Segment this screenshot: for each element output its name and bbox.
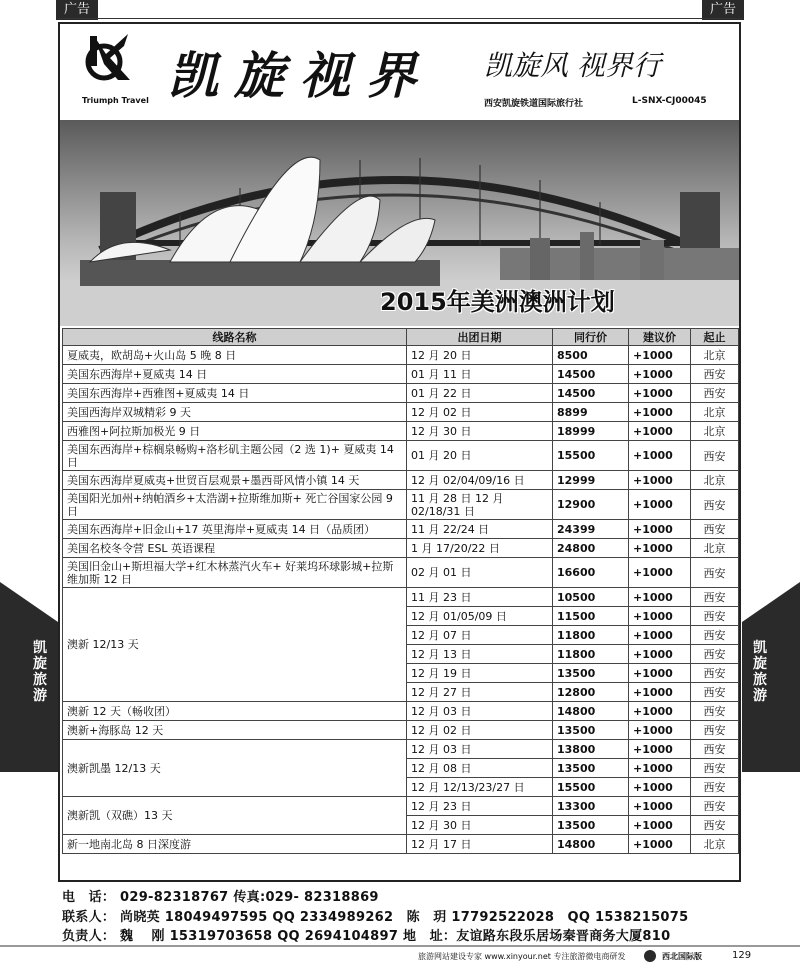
table-row bbox=[63, 384, 739, 403]
suggested-price: +1000 bbox=[629, 664, 691, 683]
routes-table bbox=[62, 328, 739, 854]
table-row bbox=[63, 539, 739, 558]
suggested-price: +1000 bbox=[629, 835, 691, 854]
routes-body bbox=[63, 346, 739, 854]
route-date: 1 月 17/20/22 日 bbox=[407, 539, 553, 558]
suggested-price: +1000 bbox=[629, 759, 691, 778]
route-name: 澳新 12/13 天 bbox=[63, 588, 407, 702]
departure-city: 西安 bbox=[691, 588, 739, 607]
route-date: 12 月 02/04/09/16 日 bbox=[407, 471, 553, 490]
top-rule bbox=[58, 18, 742, 19]
suggested-price: +1000 bbox=[629, 403, 691, 422]
col-header-departure: 起止 bbox=[691, 329, 739, 346]
route-date: 01 月 11 日 bbox=[407, 365, 553, 384]
route-name: 澳新+海豚岛 12 天 bbox=[63, 721, 407, 740]
peer-price: 14500 bbox=[553, 384, 629, 403]
peer-price: 14500 bbox=[553, 365, 629, 384]
peer-price: 12800 bbox=[553, 683, 629, 702]
departure-city: 西安 bbox=[691, 797, 739, 816]
col-header-date: 出团日期 bbox=[407, 329, 553, 346]
suggested-price: +1000 bbox=[629, 539, 691, 558]
table-row bbox=[63, 740, 739, 759]
suggested-price: +1000 bbox=[629, 588, 691, 607]
suggested-price: +1000 bbox=[629, 365, 691, 384]
peer-price: 13500 bbox=[553, 721, 629, 740]
col-header-peer-price: 同行价 bbox=[553, 329, 629, 346]
route-name: 西雅图+阿拉斯加极光 9 日 bbox=[63, 422, 407, 441]
route-name: 美国旧金山+斯坦福大学+红木林蒸汽火车+ 好莱坞环球影城+拉斯维加斯 12 日 bbox=[63, 558, 407, 588]
peer-price: 12900 bbox=[553, 490, 629, 520]
table-row bbox=[63, 588, 739, 607]
peer-price: 14800 bbox=[553, 835, 629, 854]
suggested-price: +1000 bbox=[629, 422, 691, 441]
departure-city: 西安 bbox=[691, 683, 739, 702]
route-date: 12 月 17 日 bbox=[407, 835, 553, 854]
departure-city: 西安 bbox=[691, 490, 739, 520]
route-date: 11 月 28 日 12 月 02/18/31 日 bbox=[407, 490, 553, 520]
departure-city: 西安 bbox=[691, 664, 739, 683]
route-name: 澳新凯（双礁）13 天 bbox=[63, 797, 407, 835]
banner-title: 2015年美洲澳洲计划 bbox=[380, 288, 615, 316]
departure-city: 北京 bbox=[691, 346, 739, 365]
route-name: 夏威夷，欧胡岛+火山岛 5 晚 8 日 bbox=[63, 346, 407, 365]
departure-city: 西安 bbox=[691, 759, 739, 778]
peer-price: 15500 bbox=[553, 778, 629, 797]
slogan: 凯旋风 视界行 bbox=[484, 49, 661, 82]
suggested-price: +1000 bbox=[629, 490, 691, 520]
route-name: 澳新 12 天（畅收团） bbox=[63, 702, 407, 721]
departure-city: 西安 bbox=[691, 607, 739, 626]
route-date: 11 月 23 日 bbox=[407, 588, 553, 607]
departure-city: 西安 bbox=[691, 721, 739, 740]
route-name: 美国东西海岸+旧金山+17 英里海岸+夏威夷 14 日（品质团） bbox=[63, 520, 407, 539]
peer-price: 13800 bbox=[553, 740, 629, 759]
route-date: 12 月 08 日 bbox=[407, 759, 553, 778]
route-date: 12 月 03 日 bbox=[407, 740, 553, 759]
departure-city: 西安 bbox=[691, 740, 739, 759]
route-name: 澳新凯墨 12/13 天 bbox=[63, 740, 407, 797]
departure-city: 西安 bbox=[691, 558, 739, 588]
route-name: 新一地南北岛 8 日深度游 bbox=[63, 835, 407, 854]
route-date: 01 月 22 日 bbox=[407, 384, 553, 403]
route-date: 12 月 27 日 bbox=[407, 683, 553, 702]
peer-price: 13500 bbox=[553, 816, 629, 835]
footer-website-text: 旅游网站建设专家 www.xinyour.net 专注旅游微电商研发 bbox=[418, 952, 626, 961]
peer-price: 24399 bbox=[553, 520, 629, 539]
suggested-price: +1000 bbox=[629, 626, 691, 645]
table-row bbox=[63, 797, 739, 816]
departure-city: 北京 bbox=[691, 422, 739, 441]
departure-city: 西安 bbox=[691, 441, 739, 471]
peer-price: 11800 bbox=[553, 645, 629, 664]
departure-city: 西安 bbox=[691, 365, 739, 384]
route-date: 12 月 07 日 bbox=[407, 626, 553, 645]
route-date: 01 月 20 日 bbox=[407, 441, 553, 471]
ad-label-left: 广告 bbox=[56, 0, 98, 20]
table-row bbox=[63, 422, 739, 441]
table-row bbox=[63, 558, 739, 588]
suggested-price: +1000 bbox=[629, 683, 691, 702]
table-row bbox=[63, 721, 739, 740]
departure-city: 北京 bbox=[691, 539, 739, 558]
peer-price: 11800 bbox=[553, 626, 629, 645]
contact-phone-line: 电 话： 029-82318767 传真:029- 82318869 bbox=[62, 890, 379, 905]
route-date: 12 月 01/05/09 日 bbox=[407, 607, 553, 626]
route-name: 美国东西海岸+西雅图+夏威夷 14 日 bbox=[63, 384, 407, 403]
table-row bbox=[63, 365, 739, 384]
route-date: 12 月 02 日 bbox=[407, 403, 553, 422]
brand-name: 凯旋视界 bbox=[168, 46, 432, 105]
suggested-price: +1000 bbox=[629, 778, 691, 797]
table-row bbox=[63, 471, 739, 490]
peer-price: 10500 bbox=[553, 588, 629, 607]
contact-person-line: 联系人： 尚晓英 18049497595 QQ 2334989262 陈 玥 17792522028 QQ 1538215075 bbox=[62, 910, 689, 925]
route-date: 12 月 03 日 bbox=[407, 702, 553, 721]
route-date: 12 月 19 日 bbox=[407, 664, 553, 683]
footer-edition: 西北国际版 bbox=[662, 952, 702, 961]
departure-city: 西安 bbox=[691, 778, 739, 797]
peer-price: 8899 bbox=[553, 403, 629, 422]
suggested-price: +1000 bbox=[629, 384, 691, 403]
peer-price: 11500 bbox=[553, 607, 629, 626]
suggested-price: +1000 bbox=[629, 740, 691, 759]
side-label-right: 凯旋旅游 bbox=[753, 640, 767, 704]
route-name: 美国名校冬令营 ESL 英语课程 bbox=[63, 539, 407, 558]
table-row bbox=[63, 346, 739, 365]
table-header-row bbox=[63, 329, 739, 346]
table-row bbox=[63, 702, 739, 721]
suggested-price: +1000 bbox=[629, 607, 691, 626]
route-name: 美国阳光加州+纳帕酒乡+太浩湖+拉斯维加斯+ 死亡谷国家公园 9 日 bbox=[63, 490, 407, 520]
page-number: 129 bbox=[732, 950, 752, 961]
peer-price: 15500 bbox=[553, 441, 629, 471]
departure-city: 北京 bbox=[691, 403, 739, 422]
route-date: 12 月 12/13/23/27 日 bbox=[407, 778, 553, 797]
departure-city: 西安 bbox=[691, 520, 739, 539]
col-header-suggested-price: 建议价 bbox=[629, 329, 691, 346]
route-date: 12 月 30 日 bbox=[407, 422, 553, 441]
peer-price: 24800 bbox=[553, 539, 629, 558]
side-label-left: 凯旋旅游 bbox=[33, 640, 47, 704]
peer-price: 13300 bbox=[553, 797, 629, 816]
peer-price: 14800 bbox=[553, 702, 629, 721]
departure-city: 北京 bbox=[691, 471, 739, 490]
route-date: 02 月 01 日 bbox=[407, 558, 553, 588]
route-date: 12 月 02 日 bbox=[407, 721, 553, 740]
route-date: 11 月 22/24 日 bbox=[407, 520, 553, 539]
license-number: L-SNX-CJ00045 bbox=[632, 96, 707, 106]
contact-manager-line: 负责人： 魏 刚 15319703658 QQ 2694104897 地 址：友谊路东段乐居场秦晋商务大厦810 bbox=[62, 929, 671, 944]
peer-price: 13500 bbox=[553, 664, 629, 683]
peer-price: 12999 bbox=[553, 471, 629, 490]
table-row bbox=[63, 403, 739, 422]
agency-name: 西安凯旋铁道国际旅行社 bbox=[484, 99, 584, 109]
header bbox=[60, 24, 739, 120]
table-row bbox=[63, 835, 739, 854]
route-date: 12 月 20 日 bbox=[407, 346, 553, 365]
suggested-price: +1000 bbox=[629, 645, 691, 664]
peer-price: 13500 bbox=[553, 759, 629, 778]
suggested-price: +1000 bbox=[629, 721, 691, 740]
suggested-price: +1000 bbox=[629, 441, 691, 471]
peer-price: 18999 bbox=[553, 422, 629, 441]
departure-city: 北京 bbox=[691, 835, 739, 854]
departure-city: 西安 bbox=[691, 645, 739, 664]
suggested-price: +1000 bbox=[629, 702, 691, 721]
departure-city: 西安 bbox=[691, 626, 739, 645]
ad-label-right: 广告 bbox=[702, 0, 744, 20]
suggested-price: +1000 bbox=[629, 520, 691, 539]
table-row bbox=[63, 520, 739, 539]
peer-price: 8500 bbox=[553, 346, 629, 365]
departure-city: 西安 bbox=[691, 816, 739, 835]
table-row bbox=[63, 490, 739, 520]
route-name: 美国东西海岸夏威夷+世贸百层观景+墨西哥风情小镇 14 天 bbox=[63, 471, 407, 490]
route-date: 12 月 23 日 bbox=[407, 797, 553, 816]
suggested-price: +1000 bbox=[629, 471, 691, 490]
peer-price: 16600 bbox=[553, 558, 629, 588]
suggested-price: +1000 bbox=[629, 797, 691, 816]
departure-city: 西安 bbox=[691, 384, 739, 403]
route-date: 12 月 30 日 bbox=[407, 816, 553, 835]
suggested-price: +1000 bbox=[629, 816, 691, 835]
table-row bbox=[63, 441, 739, 471]
logo-caption: Triumph Travel bbox=[82, 96, 149, 105]
triumph-logo bbox=[84, 32, 140, 84]
suggested-price: +1000 bbox=[629, 558, 691, 588]
col-header-route: 线路名称 bbox=[63, 329, 407, 346]
route-name: 美国东西海岸+夏威夷 14 日 bbox=[63, 365, 407, 384]
route-date: 12 月 13 日 bbox=[407, 645, 553, 664]
route-name: 美国东西海岸+棕榈泉畅购+洛杉矶主题公园（2 选 1)+ 夏威夷 14 日 bbox=[63, 441, 407, 471]
suggested-price: +1000 bbox=[629, 346, 691, 365]
departure-city: 西安 bbox=[691, 702, 739, 721]
route-name: 美国西海岸双城精彩 9 天 bbox=[63, 403, 407, 422]
